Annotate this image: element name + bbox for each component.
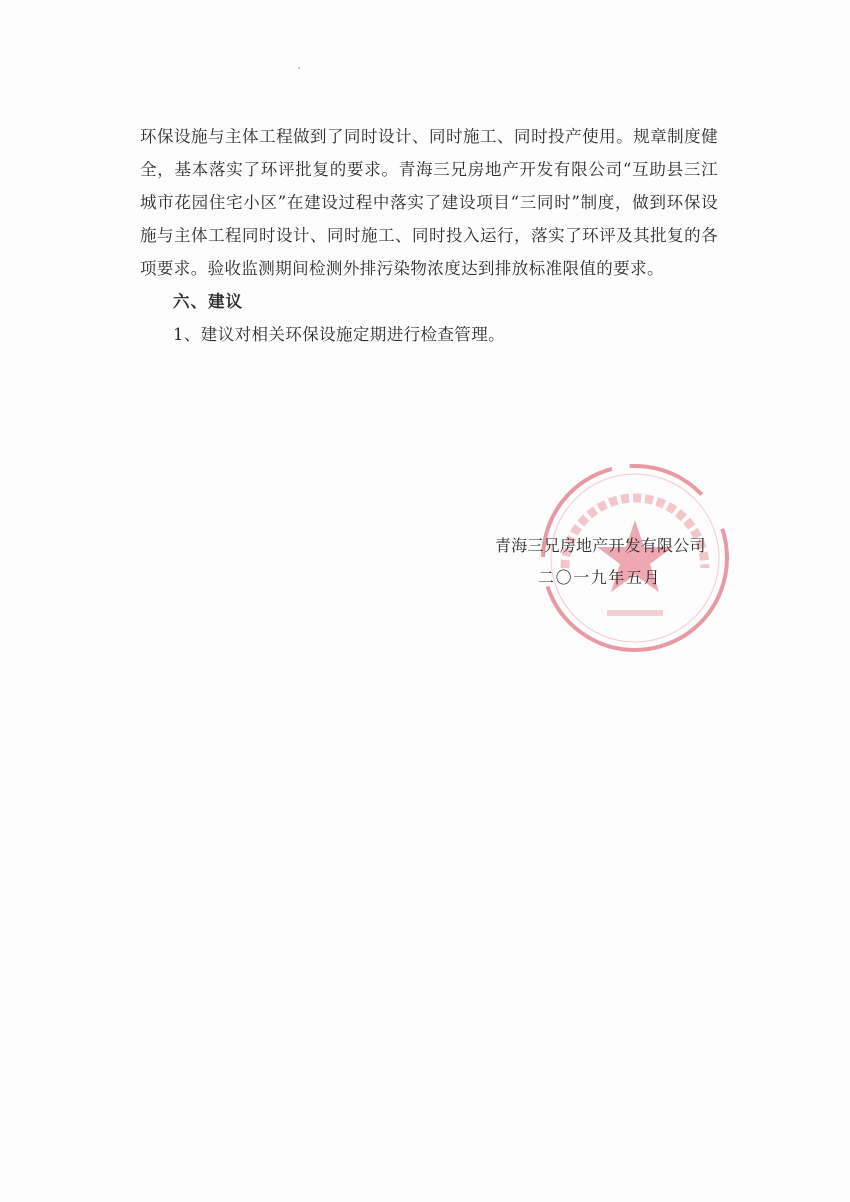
recommendation-item: 1、建议对相关环保设施定期进行检查管理。: [173, 325, 505, 344]
signature-company: 青海三兄房地产开发有限公司: [495, 536, 706, 555]
scan-speck: [298, 67, 300, 69]
seal-number-bar: [607, 610, 663, 616]
document-body: [140, 120, 718, 351]
conclusion-paragraph: 环保设施与主体工程做到了同时设计、同时施工、同时投产使用。规章制度健全，基本落实了环评批复的要求。青海三兄房地产开发有限公司“互助县三江城市花园住宅小区”在建设过程中落实了建设项目“三同时”制度，做到环保设施与主体工程同时设计、同时施工、同时投入运行，落实了环评及其批复的各项要求。验收监测期间检测外排污染物浓度达到排放标准限值的要求。: [140, 127, 718, 278]
signature-block: [490, 530, 730, 594]
signature-date: 二〇一九年五月: [538, 568, 662, 587]
section-heading: 六、建议: [173, 292, 243, 311]
